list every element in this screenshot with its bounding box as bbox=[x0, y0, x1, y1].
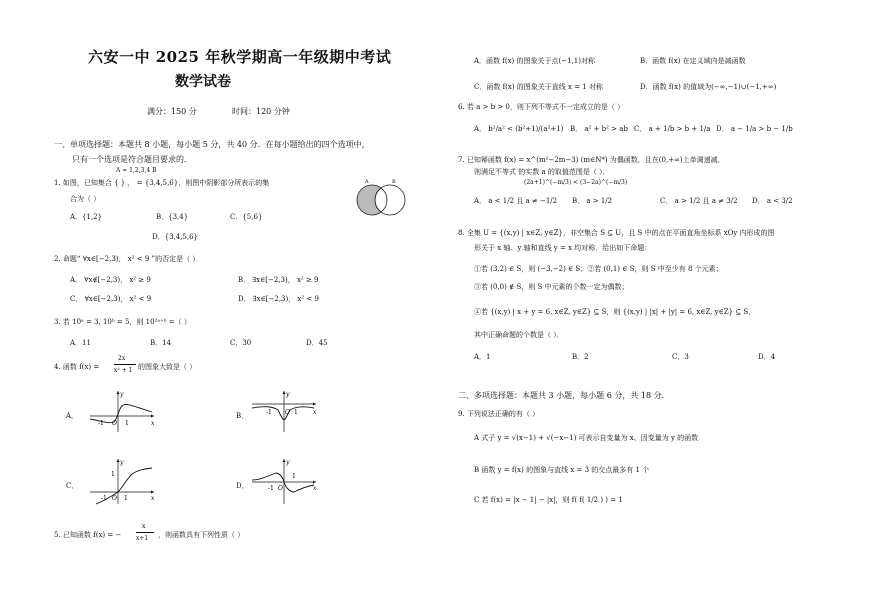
q3-stem: 3. 若 10ᵃ = 3, 10ᵇ = 5，则 10²ᵃ⁺ᵇ =（ ） bbox=[54, 318, 191, 326]
q5-fraction-bar bbox=[136, 532, 154, 533]
q4-denominator: x² + 1 bbox=[114, 367, 133, 374]
exam-time: 时间：120 分钟 bbox=[232, 107, 290, 116]
venn-label-a: A bbox=[365, 179, 369, 185]
svg-text:-1: -1 bbox=[268, 485, 274, 492]
q1-set-labels: A = 1,2,3,4 B bbox=[116, 167, 157, 174]
svg-text:y: y bbox=[286, 459, 290, 466]
section1-heading: 一、单项选择题：本题共 8 小题，每小题 5 分，共 40 分．在每小题给出的四个选项中， bbox=[54, 140, 370, 149]
q2-option-d: D． ∃x∈[−2,3)， x² < 9 bbox=[238, 295, 319, 303]
q9-option-c: C 若 f(x) = |x − 1| − |x|，则 f( f( 1/2 ) ) = 1 bbox=[474, 496, 623, 504]
svg-text:x: x bbox=[313, 409, 317, 416]
exam-subtitle: 数学试卷 bbox=[175, 74, 231, 90]
svg-text:y: y bbox=[286, 391, 290, 398]
q7-stem-2: 则满足不等式 的实数 a 的取值范围是（ ）． bbox=[474, 168, 610, 176]
full-score: 满分：150 分 bbox=[147, 107, 197, 116]
q4-fraction-bar bbox=[114, 364, 136, 365]
q4-stem-post: 的图象大致是（ ） bbox=[138, 363, 197, 371]
q8-proposition-1-2: ①若 (3,2) ∈ S，则 (−3,−2) ∈ S；②若 (0,1) ∈ S，则 S 中至少有 8 个元素； bbox=[474, 265, 723, 273]
svg-text:-1: -1 bbox=[98, 420, 104, 427]
q6-option-b: B． a² + b² > ab bbox=[570, 125, 628, 133]
q4-graph-a bbox=[88, 388, 158, 434]
section2-heading: 二、多项选择题：本题共 3 小题，每小题 6 分，共 18 分． bbox=[458, 391, 670, 400]
q7-inequality: (2a+1)^(−m/3) < (3−2a)^(−m/3) bbox=[524, 179, 628, 186]
svg-text:O: O bbox=[278, 485, 283, 492]
q6-stem: 6. 若 a > b > 0，则下列不等式不一定成立的是（ ） bbox=[458, 103, 625, 111]
q6-option-a: A． b²/a² < (b²+1)/(a²+1) bbox=[474, 125, 564, 133]
q2-option-a: A． ∀x∉[−2,3)， x² ≥ 9 bbox=[70, 276, 151, 284]
q5-option-c: C．函数 f(x) 的图象关于直线 x = 1 对称 bbox=[474, 83, 603, 91]
q8-option-a: A．1 bbox=[474, 353, 491, 361]
q1-stem: 1. 如图，已知集合 { } ， = {3,4,5,6}，则图中阴影部分所表示的集 bbox=[54, 179, 270, 187]
q7-option-d: D． a < 3/2 bbox=[752, 197, 793, 205]
svg-text:1: 1 bbox=[111, 471, 115, 478]
svg-text:x: x bbox=[151, 495, 155, 502]
q8-stem: 8. 全集 U = {(x,y) | x∈Z, y∈Z}，非空集合 S ⊆ U，且 S 中的点在平面直角坐标系 xOy 内形成的图 bbox=[458, 229, 775, 237]
q5-stem-pre: 5. 已知函数 f(x) = − bbox=[54, 531, 122, 539]
q1-option-c: C．{5,6} bbox=[230, 213, 263, 221]
q3-option-b: B．14 bbox=[150, 339, 172, 347]
q7-option-b: B． a > 1/2 bbox=[572, 197, 613, 205]
svg-text:1: 1 bbox=[292, 473, 296, 480]
q4-option-b: B． bbox=[236, 412, 249, 420]
q1-option-b: B．{3,4} bbox=[156, 213, 189, 221]
q4-option-d: D． bbox=[236, 482, 249, 490]
q5-stem-post: ，则函数具有下列性质（ ） bbox=[158, 531, 245, 539]
svg-text:O: O bbox=[112, 495, 117, 502]
q8-stem-2: 形关于 x 轴、y 轴和直线 y = x 均对称．给出如下命题： bbox=[474, 244, 652, 252]
q4-option-a: A． bbox=[66, 412, 79, 420]
q4-stem-pre: 4. 函数 f(x) = bbox=[54, 363, 100, 371]
svg-text:O: O bbox=[285, 409, 290, 416]
venn-diagram bbox=[352, 178, 410, 218]
q3-option-d: D．45 bbox=[306, 339, 328, 347]
q8-option-b: B．2 bbox=[572, 353, 589, 361]
q8-option-c: C．3 bbox=[672, 353, 689, 361]
q2-option-b: B． ∃x∈[−2,3)， x² ≥ 9 bbox=[238, 276, 319, 284]
q7-option-a: A． a < 1/2 且 a ≠ −1/2 bbox=[474, 197, 558, 205]
q6-option-c: C． a + 1/b > b + 1/a bbox=[634, 125, 711, 133]
q7-option-c: C． a > 1/2 且 a ≠ 3/2 bbox=[660, 197, 738, 205]
svg-text:-1: -1 bbox=[266, 409, 272, 416]
q4-graph-d bbox=[250, 456, 320, 506]
q5-denominator: x+1 bbox=[136, 535, 149, 542]
q6-option-d: D． a − 1/a > b − 1/b bbox=[716, 125, 793, 133]
q5-numerator: x bbox=[142, 523, 146, 530]
q5-option-b: B．函数 f(x) 在定义域内是减函数 bbox=[640, 57, 746, 65]
q7-stem: 7. 已知幂函数 f(x) = x^(m²−2m−3) (m∈N*) 为偶函数，且在(0,+∞)上单调递减． bbox=[458, 156, 725, 164]
svg-text:x: x bbox=[151, 420, 155, 427]
q5-option-d: D．函数 f(x) 的值域为(−∞,−1)∪(−1,+∞) bbox=[640, 83, 777, 91]
q1-stem-2: 合为（ ） bbox=[70, 195, 101, 203]
q3-option-a: A．11 bbox=[70, 339, 91, 347]
section1-heading-2: 只有一个选项是符合题目要求的． bbox=[72, 155, 192, 164]
svg-text:y: y bbox=[120, 459, 124, 466]
venn-label-b: B bbox=[392, 179, 396, 185]
q4-option-c: C． bbox=[66, 482, 79, 490]
q9-option-a: A 式子 y = √(x−1) + √(−x−1) 可表示自变量为 x、因变量为 y 的函数 bbox=[474, 434, 699, 442]
svg-text:O: O bbox=[112, 420, 117, 427]
q8-proposition-4: ④若 {(x,y) | x + y = 6, x∈Z, y∈Z} ⊆ S，则 {(x,y) | |x| + |y| = 6, x∈Z, y∈Z} ⊆ S． bbox=[474, 308, 756, 316]
q2-stem: 2. 命题“ ∀x∈[−2,3)， x² < 9 ”的否定是（ ） bbox=[54, 255, 200, 263]
q1-option-a: A．{1,2} bbox=[70, 213, 103, 221]
q3-option-c: C．30 bbox=[230, 339, 252, 347]
exam-title: 六安一中 2025 年秋学期高一年级期中考试 bbox=[88, 48, 392, 66]
q2-option-c: C． ∀x∈[−2,3)， x² < 9 bbox=[70, 295, 152, 303]
q9-option-b: B 函数 y = f(x) 的图象与直线 x = 3 的交点最多有 1 个 bbox=[474, 466, 650, 474]
q9-stem: 9. 下列说法正确的有（ ） bbox=[458, 410, 540, 418]
q1-option-d: D．{3,4,5,6} bbox=[152, 233, 199, 241]
svg-text:1: 1 bbox=[125, 420, 129, 427]
svg-text:1: 1 bbox=[294, 409, 298, 416]
svg-text:x: x bbox=[313, 485, 317, 492]
svg-text:1: 1 bbox=[124, 495, 128, 502]
q4-graph-c bbox=[88, 456, 158, 506]
svg-text:-1: -1 bbox=[101, 495, 107, 502]
q4-graph-b bbox=[250, 388, 320, 434]
q5-option-a: A．函数 f(x) 的图象关于点(−1,1)对称 bbox=[474, 57, 595, 65]
svg-text:y: y bbox=[120, 391, 124, 398]
q4-numerator: 2x bbox=[118, 355, 126, 362]
q8-proposition-3: ③若 (0,0) ∉ S，则 S 中元素的个数一定为偶数； bbox=[474, 283, 629, 291]
q8-option-d: D．4 bbox=[758, 353, 776, 361]
q8-ask: 其中正确命题的个数是（ ）． bbox=[474, 331, 564, 339]
